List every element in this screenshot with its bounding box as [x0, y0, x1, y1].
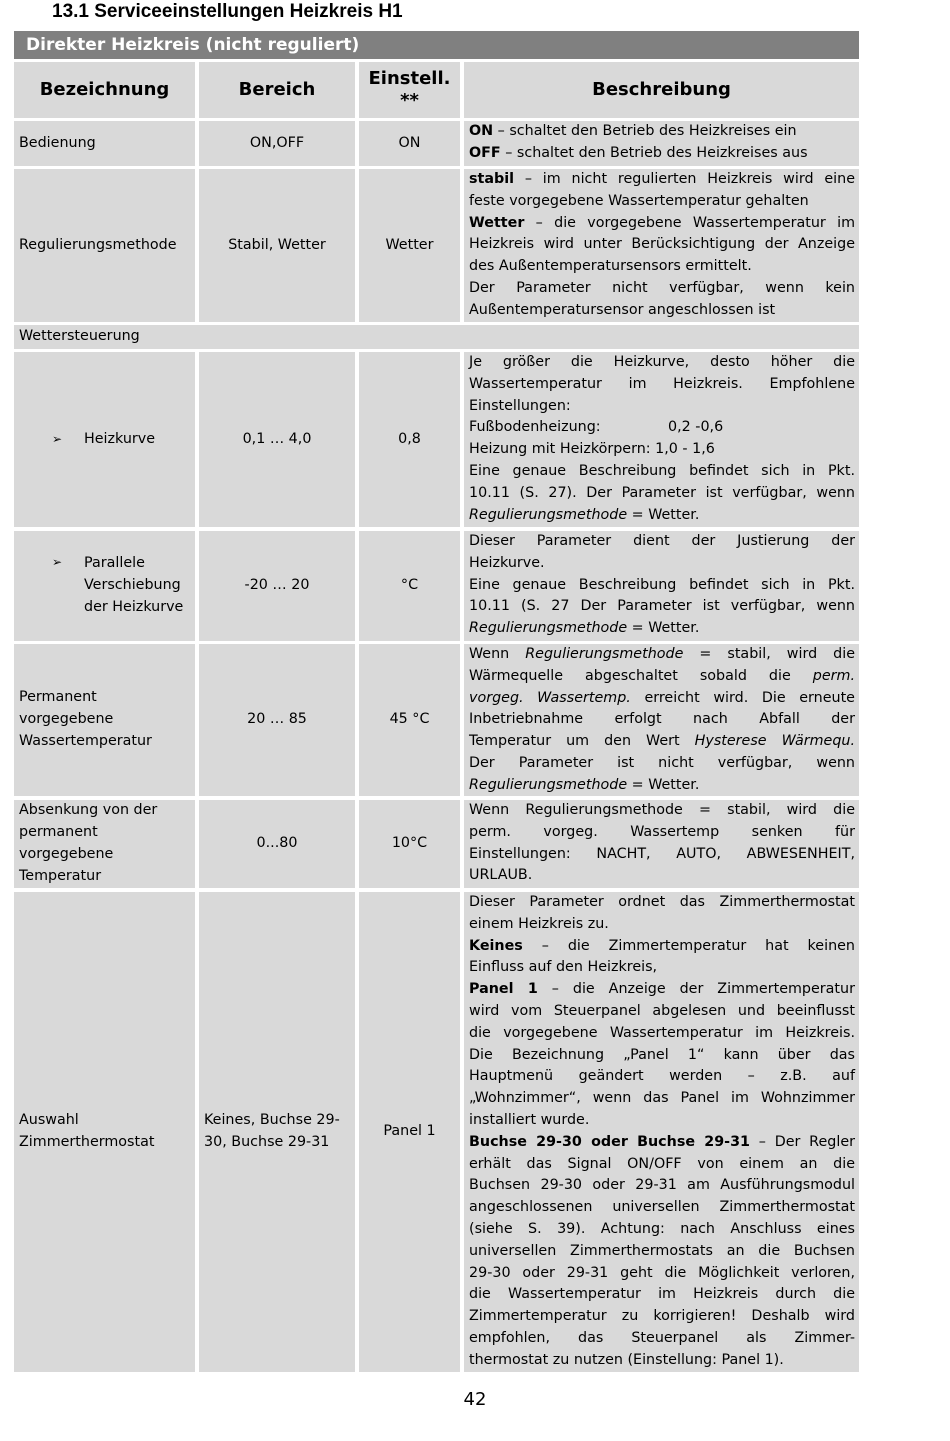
desc-text: Heizung mit Heizkörpern: 1,0 - 1,6	[469, 441, 715, 458]
row-value-label: °C	[400, 577, 419, 594]
row-value-label: 0,8	[398, 430, 421, 447]
desc-text: URLAUB.	[469, 867, 533, 884]
row-absenkung-value	[359, 800, 460, 888]
desc-text: Wassertemperatur im Heizkreis. Empfohlene	[469, 375, 855, 392]
desc-text: = Wetter.	[627, 506, 700, 523]
row-bedienung-name	[14, 121, 195, 166]
desc-term: Buchse 29-30 oder Buchse 29-31	[469, 1133, 750, 1150]
desc-text: Einstellungen: NACHT, AUTO, ABWESENHEIT,	[469, 845, 855, 862]
desc-text: Fußbodenheizung:	[469, 419, 601, 436]
table-banner: Direkter Heizkreis (nicht reguliert)	[14, 31, 859, 59]
row-name-label: Absenkung von der	[19, 802, 158, 819]
row-heizkurve-desc	[464, 352, 859, 527]
row-zimmer-desc	[464, 892, 859, 1372]
desc-text: – die Zimmertemperatur hat keinen	[522, 937, 855, 954]
row-permanent-range	[199, 644, 355, 796]
desc-text: feste vorgegebene Wassertemperatur gehalten	[469, 192, 809, 209]
desc-term: ON	[469, 123, 494, 139]
desc-text: empfohlen, das Steuerpanel als Zimmer-	[469, 1329, 855, 1346]
desc-text: Buchsen 29-30 oder 29-31 am Ausführungsmodul	[469, 1177, 855, 1194]
row-bedienung-desc	[464, 121, 859, 166]
desc-italic: Regulierungsmethode	[469, 506, 628, 523]
row-parallel-range	[199, 531, 355, 641]
desc-term: Wetter	[469, 214, 525, 231]
desc-text: Inbetriebnahme erfolgt nach Abfall der	[469, 711, 855, 728]
desc-text: einem Heizkreis zu.	[469, 915, 609, 932]
desc-text: – im nicht regulierten Heizkreis wird eine	[514, 171, 855, 187]
row-range-label: 0,1 … 4,0	[242, 430, 312, 447]
row-regulierung-value	[359, 169, 460, 322]
section-title: 13.1 Serviceeinstellungen Heizkreis H1	[52, 1, 403, 22]
row-parallel-value	[359, 531, 460, 641]
desc-text: thermostat zu nutzen (Einstellung: Panel 1).	[469, 1351, 784, 1368]
desc-text: installiert wurde.	[469, 1111, 590, 1128]
row-absenkung-name	[14, 800, 195, 888]
row-value-label: Wetter	[385, 236, 434, 253]
row-zimmer-name	[14, 892, 195, 1372]
row-parallel-desc	[464, 531, 859, 641]
bullet-arrow-icon: ➢	[52, 555, 63, 569]
header-bereich	[199, 62, 355, 118]
row-name-label: Zimmerthermostat	[19, 1134, 155, 1150]
row-range-label: 30, Buchse 29-31	[204, 1134, 330, 1150]
desc-text: Die Bezeichnung „Panel 1“ kann über das	[469, 1046, 855, 1063]
desc-term: stabil	[469, 171, 515, 187]
row-regulierung-range	[199, 169, 355, 322]
desc-italic: Regulierungsmethode	[469, 776, 628, 793]
desc-text: „Wohnzimmer“, wenn das Panel im Wohnzimmer	[469, 1090, 855, 1107]
desc-text: Wärmequelle abgeschaltet sobald die	[469, 667, 813, 684]
desc-text: erhält das Signal ON/OFF von einem an die	[469, 1155, 855, 1172]
desc-text: – die Anzeige der Zimmertemperatur	[537, 981, 855, 998]
row-name-label: vorgegebene	[19, 711, 114, 728]
desc-text: Eine genaue Beschreibung befindet sich in Pkt.	[469, 462, 855, 479]
desc-text: = Wetter.	[627, 776, 700, 793]
desc-text: – schaltet den Betrieb des Heizkreises aus	[500, 144, 808, 161]
row-value-label: Panel 1	[383, 1123, 436, 1140]
desc-term: Panel 1	[469, 981, 538, 998]
desc-text: angeschlossenen universellen Zimmerthermostat	[469, 1199, 855, 1216]
row-range-label: -20 … 20	[244, 577, 310, 594]
desc-text: – Der Regler	[750, 1133, 855, 1150]
row-absenkung-desc	[464, 800, 859, 888]
desc-italic: Regulierungsmethode	[525, 646, 684, 662]
desc-text: Der Parameter ist nicht verfügbar, wenn	[469, 754, 855, 771]
row-range-label: 20 … 85	[247, 711, 307, 728]
desc-text: wird vom Steuerpanel abgelesen und beeinflusst	[469, 1002, 855, 1019]
row-heizkurve-name	[14, 352, 195, 527]
desc-text: Wenn Regulierungsmethode = stabil, wird die	[469, 802, 855, 818]
row-value-label: 10°C	[391, 835, 428, 852]
header-einstell-stars: **	[400, 90, 419, 111]
row-name-label: Verschiebung	[84, 577, 181, 594]
desc-text: Hauptmenü geändert werden – z.B. auf	[469, 1068, 855, 1085]
desc-text: = Wetter.	[627, 620, 700, 637]
header-bezeichnung	[14, 62, 195, 118]
desc-text: erreicht wird. Die erneute	[630, 689, 855, 706]
row-name-label: Wassertemperatur	[19, 732, 152, 749]
desc-text: Wenn	[469, 646, 526, 662]
row-name-label: der Heizkurve	[84, 598, 184, 615]
desc-term: Keines	[469, 937, 523, 954]
desc-text: Der Parameter nicht verfügbar, wenn kein	[469, 279, 855, 296]
desc-text: Einstellungen:	[469, 397, 571, 414]
desc-text: – schaltet den Betrieb des Heizkreises ein	[493, 123, 797, 139]
desc-text: 0,2 -0,6	[668, 419, 724, 436]
desc-italic: vorgeg. Wassertemp.	[469, 689, 631, 706]
row-zimmer-range	[199, 892, 355, 1372]
header-einstell-label: Einstell.	[368, 68, 451, 89]
desc-text: – die vorgegebene Wassertemperatur im	[524, 214, 855, 231]
page-number: 42	[463, 1389, 487, 1410]
row-permanent-desc	[464, 644, 859, 796]
row-name-label: Permanent	[19, 689, 97, 706]
desc-text: 10.11 (S. 27 Der Parameter ist verfügbar, wenn	[469, 598, 855, 615]
desc-italic: Hysterese Wärmequ.	[694, 733, 855, 750]
desc-text: Zimmertemperatur zu korrigieren! Deshalb wird	[469, 1308, 855, 1325]
row-range-label: Stabil, Wetter	[228, 236, 326, 253]
row-name-label: Regulierungsmethode	[19, 236, 177, 253]
row-range-label: ON,OFF	[249, 134, 305, 151]
desc-text: die Wassertemperatur im Heizkreis durch die	[469, 1286, 855, 1303]
row-value-label: 45 °C	[389, 711, 430, 728]
desc-text: Je größer die Heizkurve, desto höher die	[469, 354, 855, 370]
desc-text: 29-30 oder 29-31 geht die Möglichkeit verloren,	[469, 1264, 855, 1281]
bullet-arrow-icon: ➢	[52, 431, 63, 446]
desc-text: 10.11 (S. 27). Der Parameter ist verfügbar, wenn	[469, 484, 855, 501]
desc-text: Temperatur um den Wert	[469, 733, 695, 750]
header-beschreibung	[464, 62, 859, 118]
row-name-label: permanent	[19, 824, 98, 841]
desc-italic: perm.	[812, 667, 855, 684]
desc-text: Dieser Parameter dient der Justierung der	[469, 533, 855, 549]
row-name-label: Bedienung	[19, 134, 96, 151]
row-name-label: Parallele	[84, 555, 145, 572]
row-regulierung-desc	[464, 169, 859, 322]
desc-term: OFF	[469, 144, 501, 161]
desc-text: Heizkreis wird unter Berücksichtigung der Anzeige	[469, 236, 855, 253]
row-name-label: Heizkurve	[84, 430, 156, 447]
row-bedienung-value	[359, 121, 460, 166]
desc-text: Dieser Parameter ordnet das Zimmerthermostat	[469, 894, 855, 910]
row-name-label: Wettersteuerung	[19, 328, 140, 345]
row-value-label: ON	[398, 134, 421, 151]
row-heizkurve-value	[359, 352, 460, 527]
desc-text: Außentemperatursensor angeschlossen ist	[469, 301, 776, 318]
header-einstell	[359, 62, 460, 118]
header-beschreibung-label: Beschreibung	[592, 79, 731, 100]
row-absenkung-range	[199, 800, 355, 888]
desc-text: (siehe S. 39). Achtung: nach Anschluss eines	[469, 1220, 855, 1237]
desc-text: universellen Zimmerthermostats an die Buchsen	[469, 1242, 855, 1259]
desc-text: perm. vorgeg. Wassertemp senken für	[469, 823, 855, 840]
desc-text: Heizkurve.	[469, 554, 545, 571]
desc-text: des Außentemperatursensors ermittelt.	[469, 258, 752, 275]
row-range-label: Keines, Buchse 29-	[204, 1112, 340, 1129]
row-bedienung-range	[199, 121, 355, 166]
row-heizkurve-range	[199, 352, 355, 527]
row-permanent-name	[14, 644, 195, 796]
header-bereich-label: Bereich	[238, 79, 316, 100]
row-name-label: Temperatur	[19, 867, 102, 884]
desc-text: Eine genaue Beschreibung befindet sich in Pkt.	[469, 576, 855, 593]
row-name-label: Auswahl	[19, 1112, 79, 1129]
desc-text: Einfluss auf den Heizkreis,	[469, 959, 658, 976]
row-range-label: 0...80	[256, 835, 298, 852]
desc-italic: Regulierungsmethode	[469, 620, 628, 637]
row-regulierung-name	[14, 169, 195, 322]
header-bezeichnung-label: Bezeichnung	[39, 79, 170, 100]
desc-text: = stabil, wird die	[683, 646, 855, 662]
row-permanent-value	[359, 644, 460, 796]
row-name-label: vorgegebene	[19, 846, 114, 862]
row-wettersteuerung	[14, 325, 859, 349]
row-zimmer-value	[359, 892, 460, 1372]
row-parallel-name	[14, 531, 195, 641]
desc-text: die vorgegebene Wassertemperatur im Heizkreis.	[469, 1024, 855, 1041]
